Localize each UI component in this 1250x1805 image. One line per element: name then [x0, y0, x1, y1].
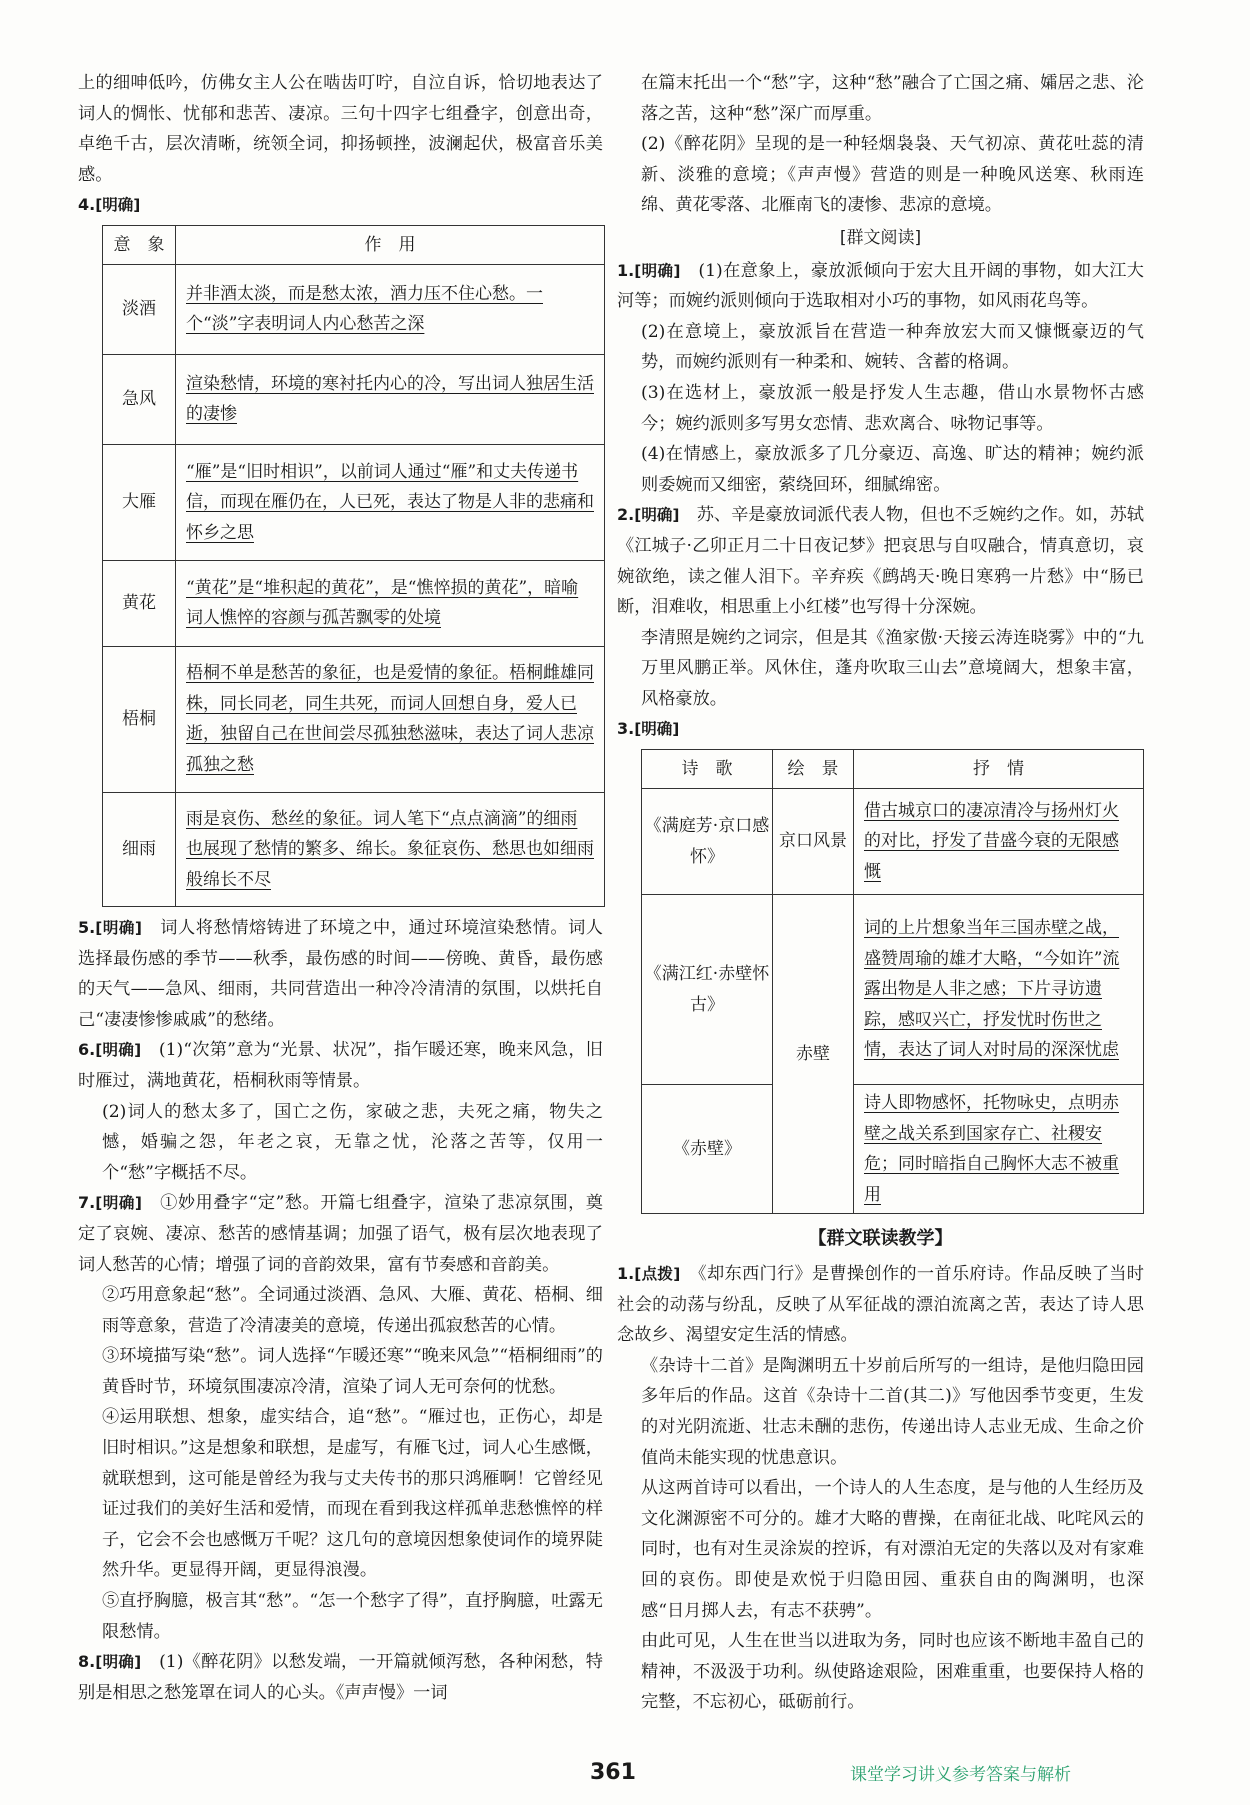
answer-5: 5.[明确] 词人将愁情熔铸进了环境之中，通过环境渲染愁情。词人选择最伤感的季节——秋季，最伤感的时间——傍晚、黄昏，最伤感的天气——急风、细雨，共同营造出一种冷冷清清的氛围，以烘托自己“凄凄惨惨戚戚”的愁绪。 — [78, 917, 603, 1030]
poem-cell: 《满江红·赤壁怀古》 — [642, 895, 773, 1085]
table-header — [103, 225, 605, 264]
function-cell: 渲染愁情，环境的寒衬托内心的冷，写出词人独居生活的凄惨 — [176, 354, 605, 444]
group-answer-3: 3.[明确] — [617, 719, 680, 739]
scene-cell: 赤壁 — [773, 895, 854, 1214]
answer-6-part2: (2)词人的愁太多了，国亡之伤，家破之悲，夫死之痛，物失之憾，婚骗之怨，年老之哀，无靠之忧，沦落之苦等，仅用一个“愁”字概括不尽。 — [102, 1101, 603, 1183]
poem-cell: 《满庭芳·京口感怀》 — [642, 789, 773, 895]
header-feeling: 抒 情 — [854, 750, 1144, 789]
function-cell: 并非酒太淡，而是愁太浓，酒力压不住心愁。一个“淡”字表明词人内心愁苦之深 — [176, 264, 605, 354]
imagery-cell: 大雁 — [103, 444, 176, 560]
right-column — [617, 68, 1144, 1718]
table-row — [642, 895, 1144, 1085]
imagery-cell: 急风 — [103, 354, 176, 444]
imagery-cell: 梧桐 — [103, 646, 176, 792]
imagery-cell: 黄花 — [103, 560, 176, 646]
function-cell: “雁”是“旧时相识”，以前词人通过“雁”和丈夫传递书信，而现在雁仍在，人已死，表达了物是人非的悲痛和怀乡之思 — [176, 444, 605, 560]
imagery-cell: 淡酒 — [103, 264, 176, 354]
answer-6: 6.[明确] (1)“次第”意为“光景、状况”，指乍暖还寒，晚来风急，旧时雁过，满地黄花，梧桐秋雨等情景。 — [78, 1040, 603, 1091]
table-row — [103, 646, 605, 792]
feeling-cell: 诗人即物感怀，托物咏史，点明赤壁之战关系到国家存亡、社稷安危；同时暗指自己胸怀大志不被重用 — [854, 1085, 1144, 1214]
poem-cell: 《赤壁》 — [642, 1085, 773, 1214]
answer-8: 8.[明确] (1)《醉花阴》以愁发端，一开篇就倾泻愁，各种闲愁，特别是相思之愁笼罩在词人的心头。《声声慢》一词 — [78, 1652, 603, 1703]
table-row — [642, 789, 1144, 895]
table-row — [103, 264, 605, 354]
table-row — [103, 792, 605, 906]
intro-paragraph: 上的细呻低吟，仿佛女主人公在啮齿叮咛，自泣自诉，恰切地表达了词人的惆怅、忧郁和悲苦、凄凉。三句十四字七组叠字，创意出奇，卓绝千古，层次清晰，统领全词，抑扬顿挫，波澜起伏，极富音乐美感。 — [78, 73, 603, 185]
feeling-cell: 借古城京口的凄凉清冷与扬州灯火的对比，抒发了昔盛今衰的无限感慨 — [854, 789, 1144, 895]
feeling-cell: 词的上片想象当年三国赤壁之战，盛赞周瑜的雄才大略，“今如许”流露出物是人非之感；下片寻访遗踪，感叹兴亡，抒发忧时伤世之情，表达了词人对时局的深深忧虑 — [854, 895, 1144, 1085]
section-title-group-reading: [群文阅读] — [839, 227, 922, 248]
group-answer-1-part4: (4)在情感上，豪放派多了几分豪迈、高逸、旷达的精神；婉约派则委婉而又细密，萦绕回环，细腻绵密。 — [641, 444, 1144, 495]
running-footer: 课堂学习讲义参考答案与解析 — [850, 1765, 1071, 1785]
group-answer-1-part2: (2)在意境上，豪放派旨在营造一种奔放宏大而又慷慨豪迈的气势，而婉约派则有一种柔和、婉转、含蓄的格调。 — [641, 321, 1144, 373]
answer-7-point4: ④运用联想、想象，虚实结合，追“愁”。“雁过也，正伤心，却是旧时相识。”这是想象和联想，是虚写，有雁飞过，词人心生感慨，就联想到，这可能是曾经为我与丈夫传书的那只鸿雁啊！它曾经见证过我们的美好生活和爱情，而现在看到我这样孤单悲愁憔悴的样子，它会不会也感慨万千呢？这几句的意境因想象使词作的境界陡然升华。更显得开阔，更显得浪漫。 — [102, 1407, 603, 1581]
joint-answer-1: 1.[点拨] 《却东西门行》是曹操创作的一首乐府诗。作品反映了当时社会的动荡与纷乱，反映了从军征战的漂泊流离之苦，表达了诗人思念故乡、渴望安定生活的情感。 — [617, 1264, 1144, 1346]
group-answer-2-part2: 李清照是婉约之词宗，但是其《渔家傲·天接云涛连晓雾》中的“九万里风鹏正举。风休住，蓬舟吹取三山去”意境阔大，想象丰富，风格豪放。 — [641, 627, 1144, 709]
answer-7-point3: ③环境描写染“愁”。词人选择“乍暖还寒”“晚来风急”“梧桐细雨”的黄昏时节，环境氛围凄凉冷清，渲染了词人无可奈何的忧愁。 — [102, 1346, 603, 1397]
joint-answer-1-part4: 由此可见，人生在世当以进取为务，同时也应该不断地丰盈自己的精神，不汲汲于功利。纵使路途艰险，困难重重，也要保持人格的完整，不忘初心，砥砺前行。 — [641, 1631, 1144, 1713]
header-scene: 绘 景 — [773, 750, 854, 789]
table-row — [103, 444, 605, 560]
answer-7: 7.[明确] ①妙用叠字“定”愁。开篇七组叠字，渲染了悲凉氛围，奠定了哀婉、凄凉、愁苦的感情基调；加强了语气，极有层次地表现了词人愁苦的心情；增强了词的音韵效果，富有节奏感和音韵美。 — [78, 1193, 603, 1275]
answer-8-continued: 在篇末托出一个“愁”字，这种“愁”融合了亡国之痛、孀居之悲、沦落之苦，这种“愁”深广而厚重。 — [641, 73, 1144, 124]
header-function: 作 用 — [176, 225, 605, 264]
table-row — [103, 560, 605, 646]
header-imagery: 意 象 — [103, 225, 176, 264]
answer-7-point5: ⑤直抒胸臆，极言其“愁”。“怎一个愁字了得”，直抒胸臆，吐露无限愁情。 — [102, 1591, 603, 1642]
function-cell: “黄花”是“堆积起的黄花”，是“憔悴损的黄花”，暗喻词人憔悴的容颜与孤苦飘零的处境 — [176, 560, 605, 646]
left-column — [78, 68, 603, 1708]
section-title-joint-reading: 【群文联读教学】 — [808, 1228, 953, 1250]
scene-cell: 京口风景 — [773, 789, 854, 895]
poem-table — [641, 749, 1144, 1214]
group-answer-1: 1.[明确] (1)在意象上，豪放派倾向于宏大且开阔的事物，如大江大河等；而婉约派则倾向于选取相对小巧的事物，如风雨花鸟等。 — [617, 260, 1144, 312]
group-answer-2: 2.[明确] 苏、辛是豪放词派代表人物，但也不乏婉约之作。如，苏轼《江城子·乙卯正月二十日夜记梦》把哀思与自叹融合，情真意切，哀婉欲绝，读之催人泪下。辛弃疾《鹧鸪天·晚日寒鸦一片愁》中“肠已断，泪难收，相思重上小红楼”也写得十分深婉。 — [617, 505, 1144, 618]
answer-4: 4.[明确] — [78, 195, 141, 215]
joint-answer-1-part2: 《杂诗十二首》是陶渊明五十岁前后所写的一组诗，是他归隐田园多年后的作品。这首《杂诗十二首(其二)》写他因季节变更，生发的对光阴流逝、壮志未酬的悲伤，传递出诗人志业无成、生命之价值尚未能实现的忧患意识。 — [641, 1355, 1144, 1468]
imagery-table — [102, 225, 605, 907]
answer-8-part2: (2)《醉花阴》呈现的是一种轻烟袅袅、天气初凉、黄花吐蕊的清新、淡雅的意境；《声声慢》营造的则是一种晚风送寒、秋雨连绵、黄花零落、北雁南飞的凄惨、悲凉的意境。 — [641, 134, 1144, 216]
table-header — [642, 750, 1144, 789]
table-row — [103, 354, 605, 444]
function-cell: 雨是哀伤、愁丝的象征。词人笔下“点点滴滴”的细雨也展现了愁情的繁多、绵长。象征哀伤、愁思也如细雨般绵长不尽 — [176, 792, 605, 906]
table-row — [642, 1085, 1144, 1214]
joint-answer-1-part3: 从这两首诗可以看出，一个诗人的人生态度，是与他的人生经历及文化渊源密不可分的。雄才大略的曹操，在南征北战、叱咤风云的同时，也有对生灵涂炭的控诉，有对漂泊无定的失落以及对有家难回的哀伤。即使是欢悦于归隐田园、重获自由的陶渊明，也深感“日月掷人去，有志不获骋”。 — [641, 1478, 1144, 1621]
group-answer-1-part3: (3)在选材上，豪放派一般是抒发人生志趣，借山水景物怀古感今；婉约派则多写男女恋情、悲欢离合、咏物记事等。 — [641, 382, 1144, 434]
imagery-cell: 细雨 — [103, 792, 176, 906]
page-number: 361 — [590, 1760, 636, 1785]
function-cell: 梧桐不单是愁苦的象征，也是爱情的象征。梧桐雌雄同株，同长同老，同生共死，而词人回想自身，爱人已逝，独留自己在世间尝尽孤独愁滋味，表达了词人悲凉孤独之愁 — [176, 646, 605, 792]
answer-7-point2: ②巧用意象起“愁”。全词通过淡酒、急风、大雁、黄花、梧桐、细雨等意象，营造了冷清凄美的意境，传递出孤寂愁苦的心情。 — [102, 1285, 603, 1336]
header-poem: 诗 歌 — [642, 750, 773, 789]
